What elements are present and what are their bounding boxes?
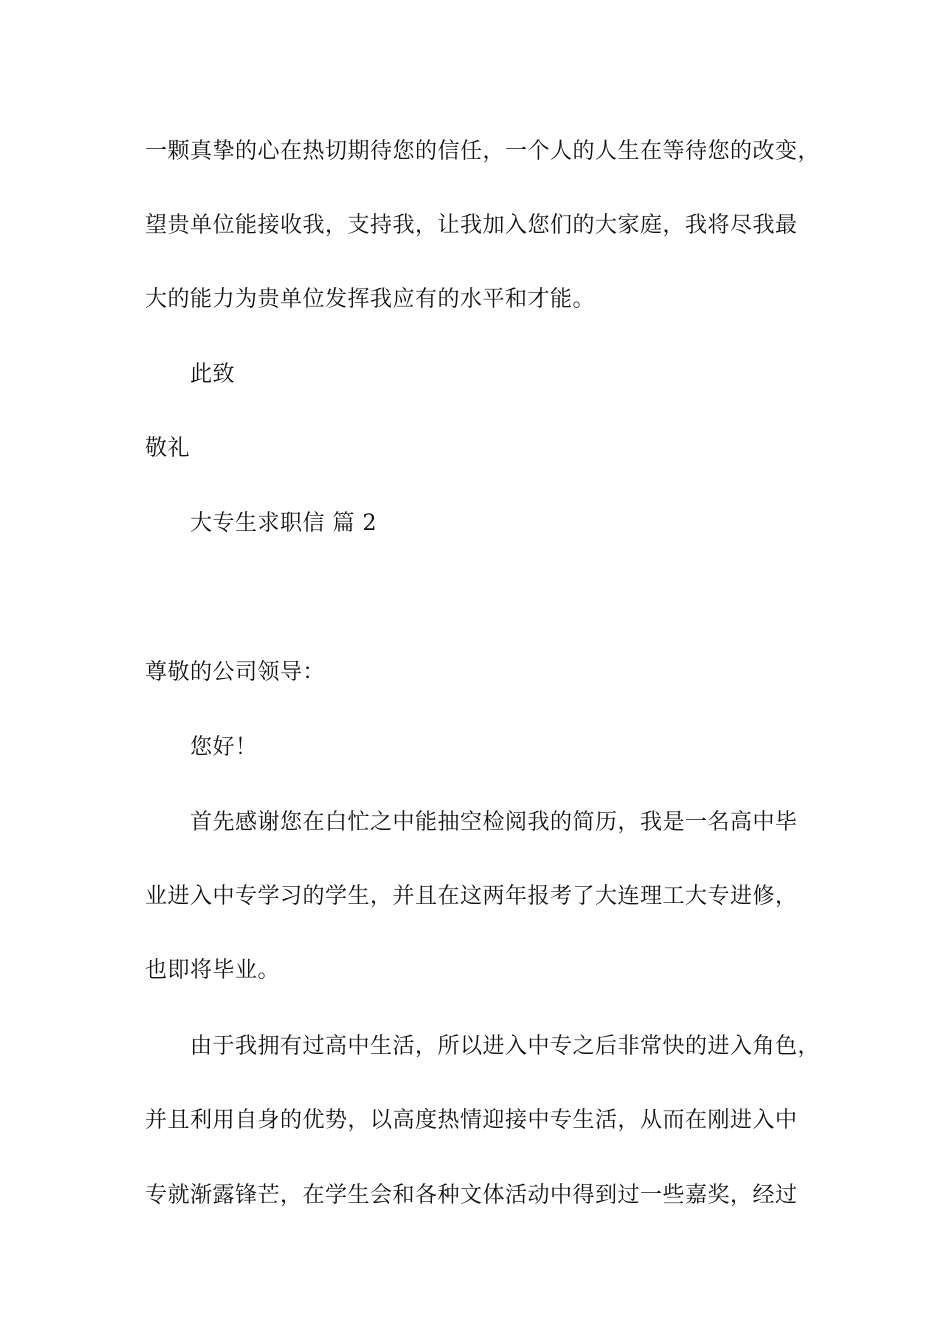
paragraph-line: 也即将毕业。 [145, 958, 281, 983]
paragraph-line: 专就渐露锋芒，在学生会和各种文体活动中得到过一些嘉奖，经过 [145, 1183, 798, 1208]
paragraph-line: 一颗真挚的心在热切期待您的信任，一个人的人生在等待您的改变， [145, 139, 821, 164]
closing-salutation: 此致 [190, 362, 236, 387]
paragraph-line: 望贵单位能接收我，支持我，让我加入您们的大家庭，我将尽我最 [145, 213, 798, 238]
closing-regards: 敬礼 [145, 436, 191, 461]
greeting-hello: 您好！ [190, 735, 258, 760]
section-heading: 大专生求职信 篇 2 [190, 511, 377, 536]
paragraph-line: 业进入中专学习的学生，并且在这两年报考了大连理工大专进修， [145, 884, 798, 909]
paragraph-line: 并且利用自身的优势，以高度热情迎接中专生活，从而在刚进入中 [145, 1108, 798, 1133]
paragraph-line: 大的能力为贵单位发挥我应有的水平和才能。 [145, 287, 596, 312]
paragraph-line: 首先感谢您在白忙之中能抽空检阅我的简历，我是一名高中毕 [190, 810, 798, 835]
paragraph-line: 由于我拥有过高中生活，所以进入中专之后非常快的进入角色， [190, 1034, 821, 1059]
greeting-addressee: 尊敬的公司领导： [145, 660, 326, 685]
